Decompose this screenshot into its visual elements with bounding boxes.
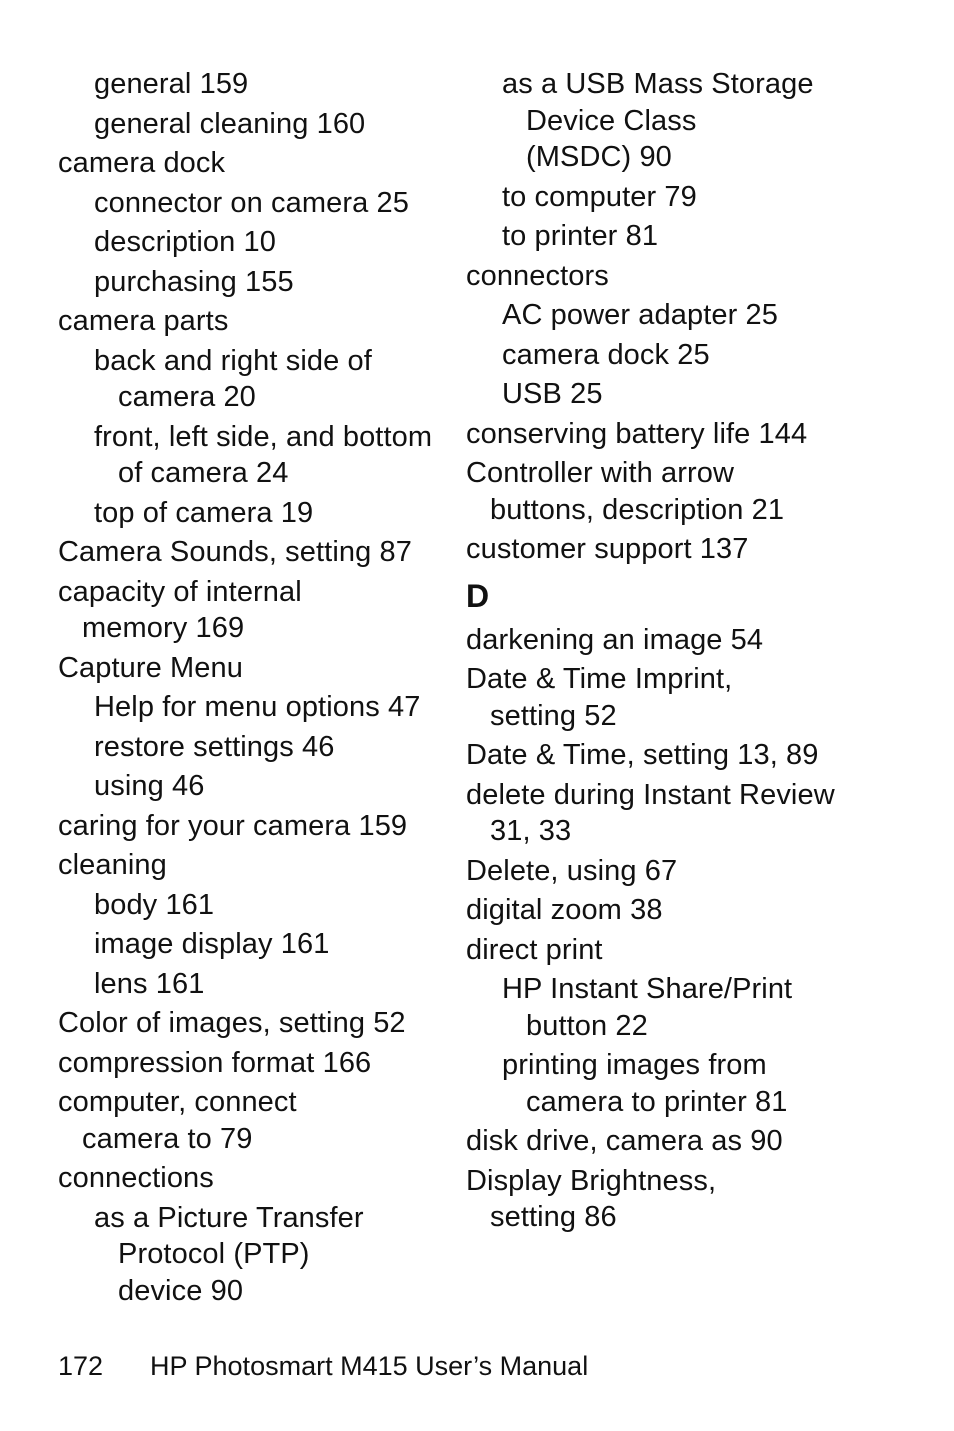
index-entry-text: disk drive, camera as 90: [466, 1125, 783, 1157]
index-entry-continuation: 31, 33: [490, 815, 572, 847]
index-entry-continuation: camera 20: [118, 381, 256, 413]
index-entry-text: restore settings 46: [94, 730, 335, 763]
index-entry: [58, 343, 453, 416]
index-entry-text: Delete, using 67: [466, 854, 678, 887]
index-entry: [466, 892, 886, 929]
index-entry-text: Controller with arrow: [466, 457, 735, 489]
index-entry: [466, 416, 886, 453]
index-right-top-entries: [466, 66, 886, 568]
index-entry: [58, 926, 453, 963]
index-entry-text: Display Brightness,: [466, 1164, 717, 1197]
index-entry: [58, 264, 453, 301]
index-entry-text: AC power adapter 25: [502, 299, 778, 331]
index-entry: [58, 808, 453, 845]
index-entry: [466, 218, 886, 255]
index-entry: [58, 1160, 453, 1197]
index-entry-text: purchasing 155: [94, 265, 294, 298]
index-entry-text: computer, connect: [58, 1086, 297, 1118]
index-entry-text: connections: [58, 1162, 214, 1194]
index-entry-text: camera dock: [58, 147, 226, 179]
index-entry: [58, 768, 453, 805]
index-right-column: [466, 66, 886, 1239]
index-entry: [58, 534, 453, 571]
index-entry: [58, 729, 453, 766]
page-number: 172: [58, 1351, 104, 1381]
index-entry: [466, 932, 886, 969]
page-footer: [58, 1348, 588, 1384]
index-entry: [58, 1200, 453, 1310]
index-entry-text: direct print: [466, 933, 603, 966]
index-entry: [58, 574, 453, 647]
index-entry-text: Color of images, setting 52: [58, 1007, 406, 1039]
index-entry: [58, 689, 453, 726]
index-entry-continuation: device 90: [118, 1274, 244, 1307]
index-entry-continuation: (MSDC) 90: [526, 141, 672, 173]
index-entry: [466, 337, 886, 374]
index-entry: [466, 1123, 886, 1160]
index-entry: [466, 376, 886, 413]
index-entry: [58, 106, 453, 143]
index-entry-continuation: buttons, description 21: [490, 493, 785, 526]
index-entry-text: camera parts: [58, 305, 229, 337]
index-entry-text: top of camera 19: [94, 496, 314, 529]
index-entry-text: Date & Time Imprint,: [466, 663, 733, 695]
index-entry: [466, 971, 886, 1044]
index-entry-continuation: setting 86: [490, 1201, 617, 1233]
index-entry-text: darkening an image 54: [466, 623, 764, 656]
index-entry-text: front, left side, and bottom: [94, 420, 433, 453]
index-entry-text: lens 161: [94, 967, 205, 1000]
index-entry-text: connector on camera 25: [94, 186, 409, 219]
index-entry-text: general 159: [94, 68, 249, 100]
index-entry-continuation: camera to printer 81: [526, 1085, 788, 1118]
index-entry-text: using 46: [94, 770, 205, 802]
index-entry-text: compression format 166: [58, 1046, 372, 1079]
index-entry-text: Help for menu options 47: [94, 691, 421, 723]
index-entry: [466, 1163, 886, 1236]
index-entry: [466, 853, 886, 890]
index-entry-continuation: Device Class: [526, 104, 697, 137]
index-entry: [58, 66, 453, 103]
index-entry-text: HP Instant Share/Print: [502, 973, 793, 1005]
index-entry: [58, 185, 453, 222]
index-entry-continuation: Protocol (PTP): [118, 1238, 310, 1270]
index-entry-text: Date & Time, setting 13, 89: [466, 739, 819, 771]
index-entry-text: USB 25: [502, 378, 603, 410]
index-entry-text: capacity of internal: [58, 575, 302, 608]
index-entry-text: to computer 79: [502, 180, 697, 213]
index-entry: [58, 1005, 453, 1042]
index-entry: [58, 303, 453, 340]
index-entry-text: as a USB Mass Storage: [502, 68, 814, 100]
index-entry-text: Capture Menu: [58, 651, 243, 684]
manual-title: HP Photosmart M415 User’s Manual: [150, 1351, 589, 1381]
index-entry-continuation: button 22: [526, 1009, 648, 1042]
index-entry: [466, 179, 886, 216]
index-entry: [58, 495, 453, 532]
index-entry: [58, 145, 453, 182]
index-entry-text: customer support 137: [466, 533, 749, 565]
index-entry-text: Camera Sounds, setting 87: [58, 536, 412, 568]
index-entry-continuation: setting 52: [490, 699, 617, 732]
index-entry: [58, 887, 453, 924]
index-entry-text: digital zoom 38: [466, 894, 663, 926]
index-entry: [466, 297, 886, 334]
index-entry: [58, 224, 453, 261]
index-entry-text: connectors: [466, 259, 609, 292]
index-entry-continuation: of camera 24: [118, 457, 289, 489]
index-entry: [58, 650, 453, 687]
section-letter-heading: D: [466, 577, 490, 614]
index-entry-text: to printer 81: [502, 220, 659, 252]
index-entry: [466, 455, 886, 528]
index-entry: [466, 661, 886, 734]
index-entry-text: back and right side of: [94, 344, 372, 377]
index-entry-text: description 10: [94, 226, 276, 258]
index-entry-text: conserving battery life 144: [466, 417, 808, 450]
index-entry-continuation: camera to 79: [82, 1122, 253, 1155]
index-entry-text: printing images from: [502, 1049, 767, 1081]
index-right-bottom-entries: [466, 622, 886, 1236]
index-left-column: [58, 66, 453, 1312]
index-entry: [466, 1047, 886, 1120]
index-entry: [466, 531, 886, 568]
index-entry-text: caring for your camera 159: [58, 809, 408, 842]
index-entry: [58, 1045, 453, 1082]
index-entry: [466, 622, 886, 659]
index-entry: [466, 258, 886, 295]
index-entry: [466, 737, 886, 774]
index-entry: [466, 777, 886, 850]
index-entry-text: as a Picture Transfer: [94, 1201, 364, 1234]
index-entry-text: delete during Instant Review: [466, 778, 835, 811]
index-entry-text: cleaning: [58, 849, 167, 881]
index-entry-continuation: memory 169: [82, 612, 245, 644]
index-entry-text: general cleaning 160: [94, 107, 366, 140]
index-entry: [58, 1084, 453, 1157]
index-entry: [58, 847, 453, 884]
index-entry: [58, 966, 453, 1003]
index-entry: [466, 66, 886, 176]
index-entry-text: image display 161: [94, 928, 330, 960]
index-entry-text: camera dock 25: [502, 338, 710, 371]
index-entry-text: body 161: [94, 888, 215, 921]
index-entry: [58, 419, 453, 492]
